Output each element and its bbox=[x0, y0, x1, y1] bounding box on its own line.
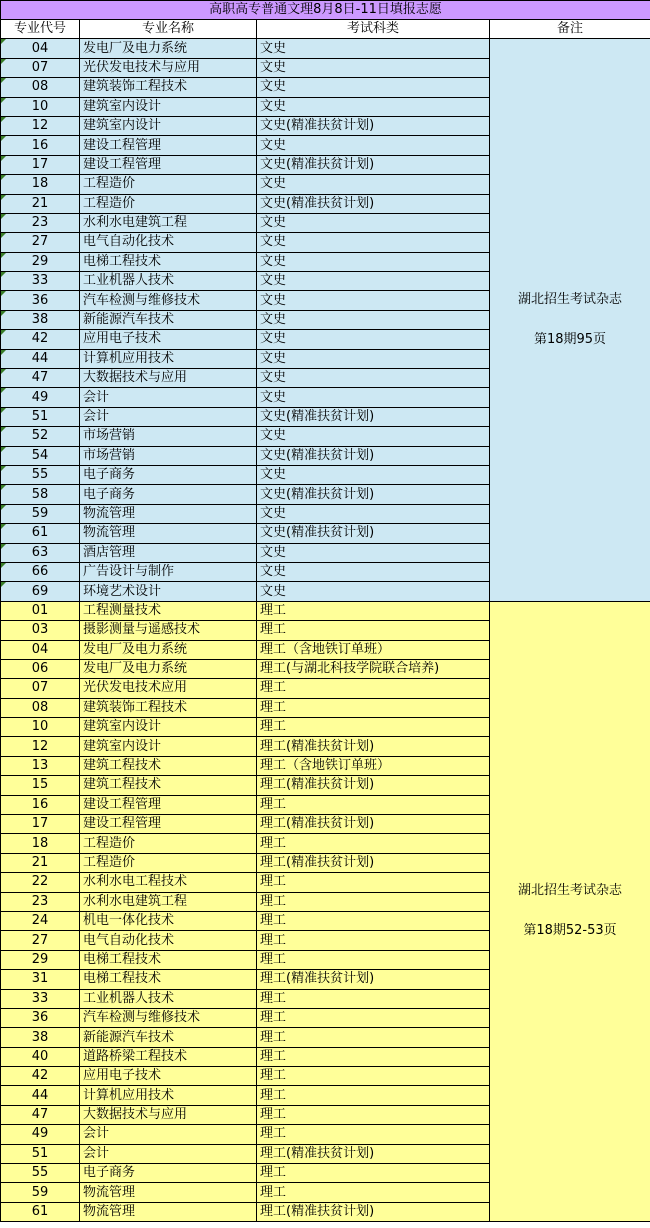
major-code-cell: 47 bbox=[1, 1105, 80, 1124]
major-code-cell: 04 bbox=[1, 640, 80, 659]
major-code-cell: 51 bbox=[1, 407, 80, 426]
major-name-cell: 电气自动化技术 bbox=[80, 233, 257, 252]
major-code-cell: 38 bbox=[1, 1028, 80, 1047]
subject-cell: 文史(精准扶贫计划) bbox=[257, 155, 490, 174]
subject-cell: 理工(精准扶贫计划) bbox=[257, 776, 490, 795]
major-name-cell: 建筑装饰工程技术 bbox=[80, 698, 257, 717]
subject-cell: 理工 bbox=[257, 679, 490, 698]
major-code-cell: 51 bbox=[1, 1144, 80, 1163]
header-code: 专业代号 bbox=[1, 20, 80, 39]
subject-cell: 理工 bbox=[257, 698, 490, 717]
subject-cell: 文史 bbox=[257, 465, 490, 484]
subject-cell: 文史 bbox=[257, 213, 490, 232]
subject-cell: 理工 bbox=[257, 1047, 490, 1066]
major-name-cell: 酒店管理 bbox=[80, 543, 257, 562]
header-name: 专业名称 bbox=[80, 20, 257, 39]
subject-cell: 理工(精准扶贫计划) bbox=[257, 1202, 490, 1221]
major-name-cell: 发电厂及电力系统 bbox=[80, 659, 257, 678]
major-name-cell: 工程测量技术 bbox=[80, 601, 257, 620]
subject-cell: 理工 bbox=[257, 892, 490, 911]
major-name-cell: 电子商务 bbox=[80, 1164, 257, 1183]
major-name-cell: 建筑室内设计 bbox=[80, 737, 257, 756]
note-line-1: 湖北招生考试杂志 bbox=[518, 292, 623, 308]
subject-cell: 理工(精准扶贫计划) bbox=[257, 1144, 490, 1163]
major-name-cell: 应用电子技术 bbox=[80, 330, 257, 349]
header-note: 备注 bbox=[490, 20, 650, 39]
major-code-cell: 29 bbox=[1, 950, 80, 969]
note-line-1: 湖北招生考试杂志 bbox=[518, 883, 623, 899]
major-name-cell: 建设工程管理 bbox=[80, 815, 257, 834]
major-code-cell: 61 bbox=[1, 524, 80, 543]
major-name-cell: 大数据技术与应用 bbox=[80, 1105, 257, 1124]
major-code-cell: 18 bbox=[1, 834, 80, 853]
major-code-cell: 06 bbox=[1, 659, 80, 678]
major-name-cell: 建筑室内设计 bbox=[80, 97, 257, 116]
subject-cell: 文史 bbox=[257, 562, 490, 581]
major-code-cell: 44 bbox=[1, 349, 80, 368]
major-name-cell: 会计 bbox=[80, 407, 257, 426]
subject-cell: 文史 bbox=[257, 272, 490, 291]
subject-cell: 文史 bbox=[257, 582, 490, 601]
subject-cell: 理工 bbox=[257, 1008, 490, 1027]
major-name-cell: 汽车检测与维修技术 bbox=[80, 1008, 257, 1027]
major-code-cell: 63 bbox=[1, 543, 80, 562]
note-line-2: 第18期52-53页 bbox=[523, 923, 617, 939]
major-name-cell: 电子商务 bbox=[80, 465, 257, 484]
major-code-cell: 08 bbox=[1, 698, 80, 717]
subject-cell: 文史(精准扶贫计划) bbox=[257, 194, 490, 213]
major-code-cell: 47 bbox=[1, 369, 80, 388]
major-name-cell: 物流管理 bbox=[80, 524, 257, 543]
subject-cell: 文史 bbox=[257, 543, 490, 562]
major-code-cell: 44 bbox=[1, 1086, 80, 1105]
subject-cell: 文史 bbox=[257, 136, 490, 155]
major-code-cell: 69 bbox=[1, 582, 80, 601]
major-name-cell: 建筑室内设计 bbox=[80, 116, 257, 135]
major-name-cell: 工程造价 bbox=[80, 834, 257, 853]
major-name-cell: 建筑室内设计 bbox=[80, 718, 257, 737]
subject-cell: 文史(精准扶贫计划) bbox=[257, 524, 490, 543]
subject-cell: 理工 bbox=[257, 873, 490, 892]
major-code-cell: 49 bbox=[1, 1125, 80, 1144]
major-name-cell: 工业机器人技术 bbox=[80, 989, 257, 1008]
subject-cell: 理工 bbox=[257, 1105, 490, 1124]
subject-cell: 文史 bbox=[257, 291, 490, 310]
major-code-cell: 58 bbox=[1, 485, 80, 504]
note-cell bbox=[490, 39, 650, 601]
major-name-cell: 物流管理 bbox=[80, 1183, 257, 1202]
subject-cell: 理工 bbox=[257, 601, 490, 620]
major-name-cell: 发电厂及电力系统 bbox=[80, 39, 257, 58]
major-name-cell: 发电厂及电力系统 bbox=[80, 640, 257, 659]
subject-cell: 理工 bbox=[257, 621, 490, 640]
major-name-cell: 建筑装饰工程技术 bbox=[80, 78, 257, 97]
major-code-cell: 18 bbox=[1, 175, 80, 194]
subject-cell: 文史 bbox=[257, 58, 490, 77]
major-code-cell: 04 bbox=[1, 39, 80, 58]
major-code-cell: 08 bbox=[1, 78, 80, 97]
major-code-cell: 38 bbox=[1, 310, 80, 329]
major-name-cell: 计算机应用技术 bbox=[80, 1086, 257, 1105]
subject-cell: 文史(精准扶贫计划) bbox=[257, 116, 490, 135]
major-code-cell: 31 bbox=[1, 970, 80, 989]
subject-cell: 文史 bbox=[257, 504, 490, 523]
major-name-cell: 电梯工程技术 bbox=[80, 252, 257, 271]
subject-cell: 理工 bbox=[257, 1067, 490, 1086]
subject-cell: 文史 bbox=[257, 175, 490, 194]
major-name-cell: 计算机应用技术 bbox=[80, 349, 257, 368]
major-code-cell: 55 bbox=[1, 1164, 80, 1183]
subject-cell: 文史 bbox=[257, 310, 490, 329]
subject-cell: 理工(精准扶贫计划) bbox=[257, 815, 490, 834]
subject-cell: 文史 bbox=[257, 427, 490, 446]
major-code-cell: 21 bbox=[1, 194, 80, 213]
major-code-cell: 29 bbox=[1, 252, 80, 271]
note-cell bbox=[490, 601, 650, 1222]
major-name-cell: 工程造价 bbox=[80, 853, 257, 872]
major-code-cell: 54 bbox=[1, 446, 80, 465]
major-name-cell: 工业机器人技术 bbox=[80, 272, 257, 291]
note-line-2: 第18期95页 bbox=[533, 332, 607, 348]
major-name-cell: 摄影测量与遥感技术 bbox=[80, 621, 257, 640]
title-row bbox=[1, 1, 650, 20]
major-code-cell: 16 bbox=[1, 136, 80, 155]
subject-cell: 理工 bbox=[257, 950, 490, 969]
major-name-cell: 光伏发电技术应用 bbox=[80, 679, 257, 698]
major-name-cell: 光伏发电技术与应用 bbox=[80, 58, 257, 77]
major-code-cell: 13 bbox=[1, 756, 80, 775]
major-code-cell: 49 bbox=[1, 388, 80, 407]
subject-cell: 理工 bbox=[257, 911, 490, 930]
major-code-cell: 33 bbox=[1, 989, 80, 1008]
major-code-cell: 10 bbox=[1, 718, 80, 737]
subject-cell: 理工(与湖北科技学院联合培养) bbox=[257, 659, 490, 678]
major-code-cell: 12 bbox=[1, 737, 80, 756]
major-code-cell: 17 bbox=[1, 815, 80, 834]
major-code-cell: 12 bbox=[1, 116, 80, 135]
major-name-cell: 建筑工程技术 bbox=[80, 756, 257, 775]
subject-cell: 理工 bbox=[257, 834, 490, 853]
major-name-cell: 新能源汽车技术 bbox=[80, 1028, 257, 1047]
major-name-cell: 大数据技术与应用 bbox=[80, 369, 257, 388]
major-name-cell: 汽车检测与维修技术 bbox=[80, 291, 257, 310]
subject-cell: 理工 bbox=[257, 1164, 490, 1183]
subject-cell: 理工(精准扶贫计划) bbox=[257, 853, 490, 872]
major-code-cell: 21 bbox=[1, 853, 80, 872]
sheet-title: 高职高专普通文理8月8日-11日填报志愿 bbox=[1, 1, 650, 20]
subject-cell: 文史 bbox=[257, 233, 490, 252]
major-name-cell: 应用电子技术 bbox=[80, 1067, 257, 1086]
major-code-cell: 40 bbox=[1, 1047, 80, 1066]
major-code-cell: 27 bbox=[1, 233, 80, 252]
major-name-cell: 市场营销 bbox=[80, 446, 257, 465]
major-code-cell: 42 bbox=[1, 1067, 80, 1086]
subject-cell: 理工 bbox=[257, 1086, 490, 1105]
subject-cell: 文史 bbox=[257, 97, 490, 116]
major-code-cell: 16 bbox=[1, 795, 80, 814]
major-code-cell: 66 bbox=[1, 562, 80, 581]
major-name-cell: 会计 bbox=[80, 1125, 257, 1144]
subject-cell: 文史 bbox=[257, 252, 490, 271]
major-name-cell: 市场营销 bbox=[80, 427, 257, 446]
major-code-cell: 55 bbox=[1, 465, 80, 484]
subject-cell: 文史 bbox=[257, 78, 490, 97]
major-code-cell: 59 bbox=[1, 504, 80, 523]
major-code-cell: 23 bbox=[1, 213, 80, 232]
major-code-cell: 01 bbox=[1, 601, 80, 620]
subject-cell: 文史 bbox=[257, 330, 490, 349]
header-row bbox=[1, 20, 650, 39]
major-code-cell: 27 bbox=[1, 931, 80, 950]
major-code-cell: 22 bbox=[1, 873, 80, 892]
subject-cell: 文史(精准扶贫计划) bbox=[257, 407, 490, 426]
subject-cell: 理工 bbox=[257, 931, 490, 950]
subject-cell: 理工 bbox=[257, 795, 490, 814]
major-name-cell: 工程造价 bbox=[80, 175, 257, 194]
subject-cell: 文史 bbox=[257, 349, 490, 368]
table-row bbox=[1, 601, 650, 620]
major-name-cell: 水利水电建筑工程 bbox=[80, 892, 257, 911]
subject-cell: 理工 bbox=[257, 1125, 490, 1144]
major-code-cell: 23 bbox=[1, 892, 80, 911]
note-spacer bbox=[490, 900, 650, 922]
major-name-cell: 会计 bbox=[80, 1144, 257, 1163]
header-subject: 考试科类 bbox=[257, 20, 490, 39]
major-name-cell: 物流管理 bbox=[80, 504, 257, 523]
subject-cell: 理工 bbox=[257, 1183, 490, 1202]
major-code-cell: 10 bbox=[1, 97, 80, 116]
major-name-cell: 电梯工程技术 bbox=[80, 970, 257, 989]
major-name-cell: 工程造价 bbox=[80, 194, 257, 213]
major-code-cell: 15 bbox=[1, 776, 80, 795]
major-name-cell: 新能源汽车技术 bbox=[80, 310, 257, 329]
major-name-cell: 广告设计与制作 bbox=[80, 562, 257, 581]
major-code-cell: 07 bbox=[1, 58, 80, 77]
major-code-cell: 03 bbox=[1, 621, 80, 640]
table-row bbox=[1, 39, 650, 58]
subject-cell: 文史(精准扶贫计划) bbox=[257, 485, 490, 504]
subject-cell: 理工 bbox=[257, 718, 490, 737]
major-name-cell: 建设工程管理 bbox=[80, 795, 257, 814]
major-code-cell: 36 bbox=[1, 291, 80, 310]
major-code-cell: 59 bbox=[1, 1183, 80, 1202]
major-code-cell: 42 bbox=[1, 330, 80, 349]
major-name-cell: 建筑工程技术 bbox=[80, 776, 257, 795]
major-name-cell: 水利水电工程技术 bbox=[80, 873, 257, 892]
major-name-cell: 建设工程管理 bbox=[80, 136, 257, 155]
wenshi-group bbox=[1, 39, 650, 601]
major-code-cell: 61 bbox=[1, 1202, 80, 1221]
major-name-cell: 环境艺术设计 bbox=[80, 582, 257, 601]
major-code-cell: 24 bbox=[1, 911, 80, 930]
major-name-cell: 电气自动化技术 bbox=[80, 931, 257, 950]
subject-cell: 文史(精准扶贫计划) bbox=[257, 446, 490, 465]
subject-cell: 文史 bbox=[257, 388, 490, 407]
major-name-cell: 会计 bbox=[80, 388, 257, 407]
ligong-group bbox=[1, 601, 650, 1222]
major-name-cell: 物流管理 bbox=[80, 1202, 257, 1221]
subject-cell: 理工（含地铁订单班） bbox=[257, 640, 490, 659]
note-spacer bbox=[490, 309, 650, 331]
major-code-cell: 17 bbox=[1, 155, 80, 174]
major-code-cell: 33 bbox=[1, 272, 80, 291]
major-name-cell: 水利水电建筑工程 bbox=[80, 213, 257, 232]
subject-cell: 文史 bbox=[257, 39, 490, 58]
major-name-cell: 电子商务 bbox=[80, 485, 257, 504]
major-code-cell: 07 bbox=[1, 679, 80, 698]
subject-cell: 理工（含地铁订单班） bbox=[257, 756, 490, 775]
major-name-cell: 建设工程管理 bbox=[80, 155, 257, 174]
subject-cell: 理工(精准扶贫计划) bbox=[257, 970, 490, 989]
subject-cell: 文史 bbox=[257, 369, 490, 388]
major-name-cell: 道路桥梁工程技术 bbox=[80, 1047, 257, 1066]
subject-cell: 理工 bbox=[257, 1028, 490, 1047]
major-code-cell: 36 bbox=[1, 1008, 80, 1027]
subject-cell: 理工 bbox=[257, 989, 490, 1008]
major-name-cell: 电梯工程技术 bbox=[80, 950, 257, 969]
subject-cell: 理工(精准扶贫计划) bbox=[257, 737, 490, 756]
major-code-cell: 52 bbox=[1, 427, 80, 446]
major-name-cell: 机电一体化技术 bbox=[80, 911, 257, 930]
